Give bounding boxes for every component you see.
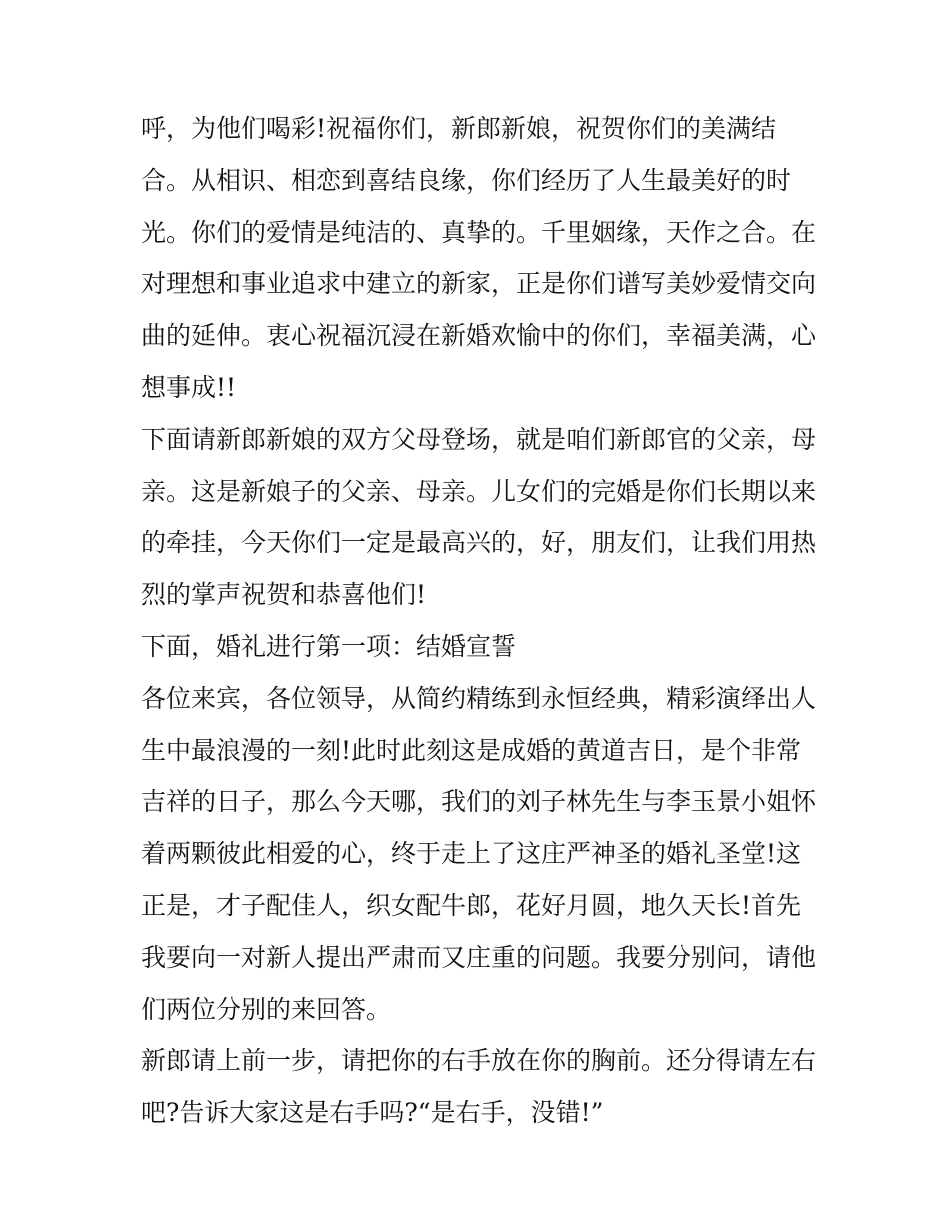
text-line: 对理想和事业追求中建立的新家，正是你们谱写美妙爱情交向 — [141, 269, 817, 299]
text-line: 着两颗彼此相爱的心，终于走上了这庄严神圣的婚礼圣堂!这 — [141, 839, 802, 869]
text-line: 光。你们的爱情是纯洁的、真挚的。千里姻缘，天作之合。在 — [141, 217, 817, 247]
text-line: 亲。这是新娘子的父亲、母亲。儿女们的完婚是你们长期以来 — [141, 476, 817, 506]
text-line: 下面，婚礼进行第一项：结婚宣誓 — [141, 631, 517, 661]
text-line: 正是，才子配佳人，织女配牛郎，花好月圆，地久天长!首先 — [141, 890, 802, 920]
text-line: 曲的延伸。衷心祝福沉浸在新婚欢愉中的你们，幸福美满，心 — [141, 321, 817, 351]
text-line: 吉祥的日子，那么今天哪，我们的刘子林先生与李玉景小姐怀 — [141, 787, 817, 817]
text-line: 合。从相识、相恋到喜结良缘，你们经历了人生最美好的时 — [141, 165, 792, 195]
text-line: 烈的掌声祝贺和恭喜他们! — [141, 580, 427, 610]
text-line: 生中最浪漫的一刻!此时此刻这是成婚的黄道吉日，是个非常 — [141, 735, 802, 765]
text-line: 我要向一对新人提出严肃而又庄重的问题。我要分别问，请他 — [141, 942, 817, 972]
text-line: 各位来宾，各位领导，从简约精练到永恒经典，精彩演绎出人 — [141, 683, 817, 713]
text-line: 吧?告诉大家这是右手吗?“是右手，没错!” — [141, 1098, 604, 1128]
text-line: 呼，为他们喝彩!祝福你们，新郎新娘，祝贺你们的美满结 — [141, 114, 777, 143]
document-body — [141, 108, 821, 1144]
text-line: 的牵挂，今天你们一定是最高兴的，好，朋友们，让我们用热 — [141, 528, 817, 558]
text-line: 们两位分别的来回答。 — [141, 994, 392, 1024]
text-line: 下面请新郎新娘的双方父母登场，就是咱们新郎官的父亲，母 — [141, 424, 817, 454]
text-line: 想事成!! — [141, 372, 237, 402]
text-line: 新郎请上前一步，请把你的右手放在你的胸前。还分得请左右 — [141, 1046, 817, 1076]
